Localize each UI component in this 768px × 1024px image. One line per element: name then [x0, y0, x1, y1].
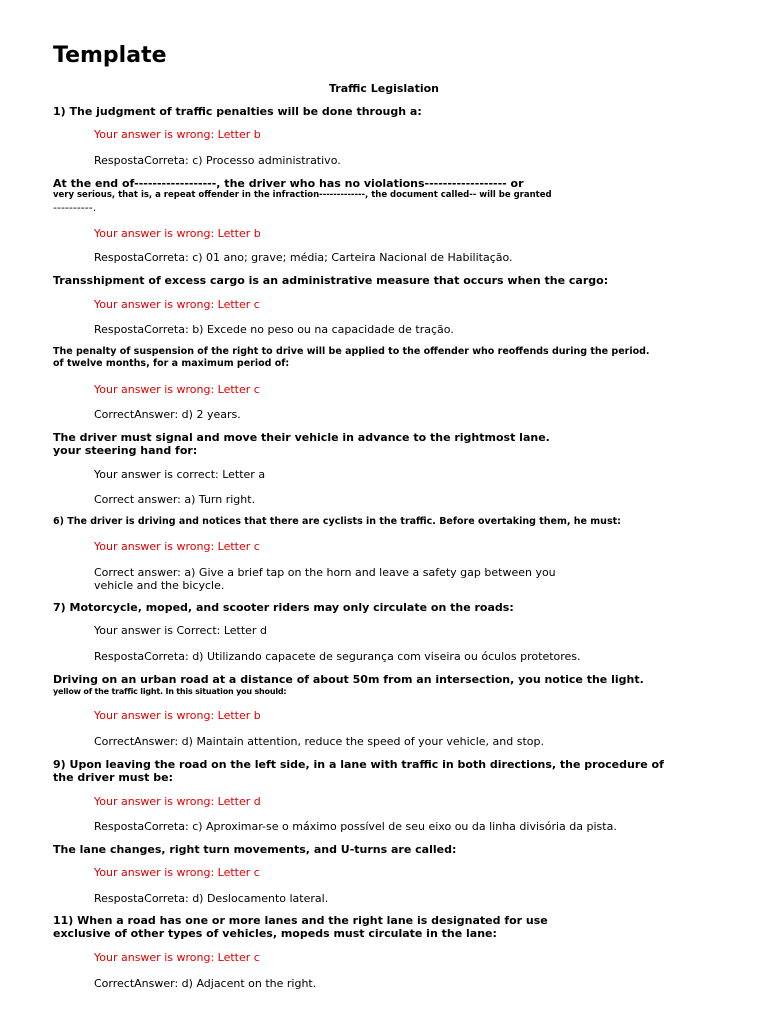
document-subtitle: Traffic Legislation [328, 82, 440, 95]
question-text-line: 11) When a road has one or more lanes and the right lane is designated for use [53, 914, 548, 927]
question-text-line: The penalty of suspension of the right to drive will be applied to the offender who reoffends during the period. [53, 346, 650, 357]
question-text-line: the driver must be: [53, 771, 173, 784]
question-text-line: yellow of the traffic light. In this situation you should: [53, 687, 287, 696]
correct-answer [94, 408, 694, 421]
answer-feedback: Your answer is wrong: Letter c [94, 383, 260, 396]
answer-feedback: Your answer is wrong: Letter b [94, 227, 261, 240]
question-3 [53, 274, 713, 287]
question-9 [53, 758, 713, 784]
page-title: Template [53, 43, 167, 68]
question-text-line: your steering hand for: [53, 444, 198, 457]
question-8 [53, 673, 713, 697]
question-4 [53, 346, 713, 370]
question-2 [53, 177, 713, 214]
correct-answer [94, 251, 694, 264]
correct-answer-line: RespostaCorreta: b) Excede no peso ou na capacidade de tração. [94, 323, 454, 336]
question-11 [53, 914, 713, 940]
answer-feedback: Your answer is correct: Letter a [94, 468, 266, 481]
correct-answer-line: CorrectAnswer: d) Adjacent on the right. [94, 977, 317, 990]
correct-answer-line: RespostaCorreta: d) Deslocamento lateral. [94, 892, 329, 905]
correct-answer-line: RespostaCorreta: c) Aproximar-se o máximo possível de seu eixo ou da linha divisória da pista. [94, 820, 617, 833]
correct-answer-line: RespostaCorreta: d) Utilizando capacete de segurança com viseira ou óculos protetores. [94, 650, 581, 663]
question-5 [53, 431, 713, 457]
correct-answer-line: Correct answer: a) Turn right. [94, 493, 256, 506]
correct-answer-line: Correct answer: a) Give a brief tap on the horn and leave a safety gap between you [94, 566, 556, 579]
question-text-line: Driving on an urban road at a distance of about 50m from an intersection, you notice the light. [53, 673, 644, 686]
question-text-line: At the end of------------------, the driver who has no violations------------------ or [53, 177, 524, 190]
correct-answer [94, 323, 694, 336]
correct-answer-line: vehicle and the bicycle. [94, 579, 225, 592]
question-text-line: The driver must signal and move their vehicle in advance to the rightmost lane. [53, 431, 550, 444]
answer-feedback: Your answer is wrong: Letter c [94, 540, 260, 553]
correct-answer [94, 892, 694, 905]
question-text-line: ----------. [53, 201, 97, 214]
question-10 [53, 843, 713, 856]
correct-answer-line: CorrectAnswer: d) 2 years. [94, 408, 241, 421]
answer-feedback: Your answer is wrong: Letter b [94, 709, 261, 722]
correct-answer [94, 735, 694, 748]
correct-answer [94, 650, 694, 663]
question-text-line: of twelve months, for a maximum period of: [53, 358, 290, 369]
correct-answer [94, 566, 694, 592]
question-text-line: 9) Upon leaving the road on the left side, in a lane with traffic in both directions, the procedure of [53, 758, 664, 771]
correct-answer [94, 154, 694, 167]
question-text-line: 6) The driver is driving and notices that there are cyclists in the traffic. Before overtaking them, he must: [53, 516, 621, 527]
answer-feedback: Your answer is wrong: Letter c [94, 298, 260, 311]
correct-answer-line: CorrectAnswer: d) Maintain attention, reduce the speed of your vehicle, and stop. [94, 735, 544, 748]
correct-answer-line: RespostaCorreta: c) Processo administrativo. [94, 154, 341, 167]
question-text-line: The lane changes, right turn movements, and U-turns are called: [53, 843, 457, 856]
question-text-line: exclusive of other types of vehicles, mopeds must circulate in the lane: [53, 927, 497, 940]
question-text-line: 1) The judgment of traffic penalties will be done through a: [53, 105, 422, 118]
answer-feedback: Your answer is wrong: Letter d [94, 795, 261, 808]
correct-answer [94, 820, 694, 833]
question-6 [53, 516, 713, 528]
question-text-line: very serious, that is, a repeat offender in the infraction-------------, the document called-- will be granted [53, 190, 552, 200]
question-7 [53, 601, 713, 614]
answer-feedback: Your answer is Correct: Letter d [94, 624, 267, 637]
correct-answer-line: RespostaCorreta: c) 01 ano; grave; média; Carteira Nacional de Habilitação. [94, 251, 513, 264]
correct-answer [94, 977, 694, 990]
answer-feedback: Your answer is wrong: Letter b [94, 128, 261, 141]
answer-feedback: Your answer is wrong: Letter c [94, 951, 260, 964]
answer-feedback: Your answer is wrong: Letter c [94, 866, 260, 879]
question-text-line: 7) Motorcycle, moped, and scooter riders may only circulate on the roads: [53, 601, 514, 614]
question-text-line: Transshipment of excess cargo is an administrative measure that occurs when the cargo: [53, 274, 609, 287]
correct-answer [94, 493, 694, 506]
question-1 [53, 105, 713, 118]
